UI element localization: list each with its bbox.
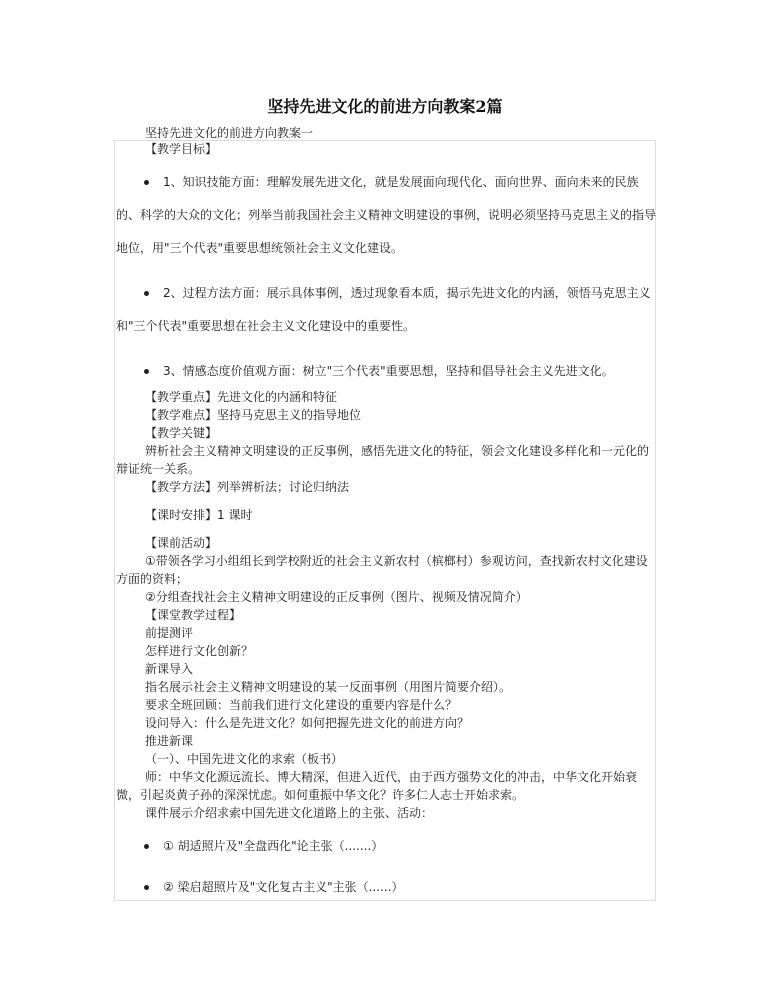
teacher-paragraph: 师：中华文化源远流长、博大精深，但进入近代，由于西方强势文化的冲击，中华文化开始衰微，引起炎黄子孙的深深忧虑。如何重振中华文化？许多仁人志士开始求索。 [116, 770, 638, 802]
explorer-item-2 [116, 871, 656, 904]
explorer-text-1: ① 胡适照片及"全盘西化"论主张（.......） [163, 839, 384, 853]
bullet-dot [144, 369, 149, 374]
goal-text-2: 2、过程方法方面：展示具体事例，透过现象看本质，揭示先进文化的内涵，领悟马克思主义和"三个代表"重要思想在社会主义文化建设中的重要性。 [116, 286, 651, 333]
key-text: 辨析社会主义精神文明建设的正反事例，感悟先进文化的特征，领会文化建设多样化和一元化的辩证统一关系。 [116, 444, 650, 476]
goal-text-3: 3、情感态度价值观方面：树立"三个代表"重要思想，坚持和倡导社会主义先进文化。 [163, 364, 614, 378]
document-title: 坚持先进文化的前进方向教案2篇 [267, 97, 503, 116]
explorer-text-2: ② 梁启超照片及"文化复古主义"主张（......） [163, 880, 404, 894]
intro-line-1: 指名展示社会主义精神文明建设的某一反面事例（用图片简要介绍）。 [145, 680, 512, 694]
goal-text-1: 1、知识技能方面：理解发展先进文化，就是发展面向现代化、面向世界、面向未来的民族的、科学的大众的文化；列举当前我国社会主义精神文明建设的事例，说明必须坚持马克思主义的指导地位，用"三个代表"重要思想统领社会主义文化建设。 [116, 175, 657, 255]
explorer-item-1 [116, 830, 656, 863]
goal-item-1 [116, 166, 656, 265]
intro-label: 新课导入 [145, 662, 194, 676]
pre-class-heading: 【课前活动】 [145, 536, 218, 550]
goals-heading: 【教学目标】 [145, 142, 218, 156]
bullet-dot [144, 844, 149, 849]
document-subtitle: 坚持先进文化的前进方向教案一 [145, 126, 314, 140]
review-question: 怎样进行文化创新？ [145, 644, 254, 658]
teaching-method: 【教学方法】列举辨析法；讨论归纳法 [145, 480, 350, 494]
pre-class-activity-1: ①带领各学习小组组长到学校附近的社会主义新农村（槟榔村）参观访问，查找新农村文化建设方面的资料； [116, 554, 648, 586]
lesson-content [116, 140, 656, 904]
key-heading: 【教学关键】 [145, 426, 218, 440]
goal-item-2 [116, 277, 656, 343]
section-heading-1: （一）、中国先进文化的求索（板书） [145, 752, 344, 766]
key-point: 【教学重点】先进文化的内涵和特征 [145, 390, 338, 404]
bullet-dot [144, 885, 149, 890]
process-heading: 【课堂教学过程】 [145, 608, 242, 622]
intro-line-2: 要求全班回顾：当前我们进行文化建设的重要内容是什么？ [145, 698, 458, 712]
bullet-dot [144, 180, 149, 185]
difficult-point: 【教学难点】坚持马克思主义的指导地位 [145, 408, 362, 422]
class-schedule: 【课时安排】1 课时 [145, 508, 253, 522]
review-label: 前提测评 [145, 626, 194, 640]
bullet-dot [144, 291, 149, 296]
goal-item-3 [116, 355, 656, 388]
pre-class-activity-2: ②分组查找社会主义精神文明建设的正反事例（图片、视频及情况简介） [145, 590, 528, 604]
courseware-line: 课件展示介绍求索中国先进文化道路上的主张、活动： [145, 806, 434, 820]
advance-label: 推进新课 [145, 734, 194, 748]
intro-line-3: 设问导入：什么是先进文化？如何把握先进文化的前进方向？ [145, 716, 470, 730]
